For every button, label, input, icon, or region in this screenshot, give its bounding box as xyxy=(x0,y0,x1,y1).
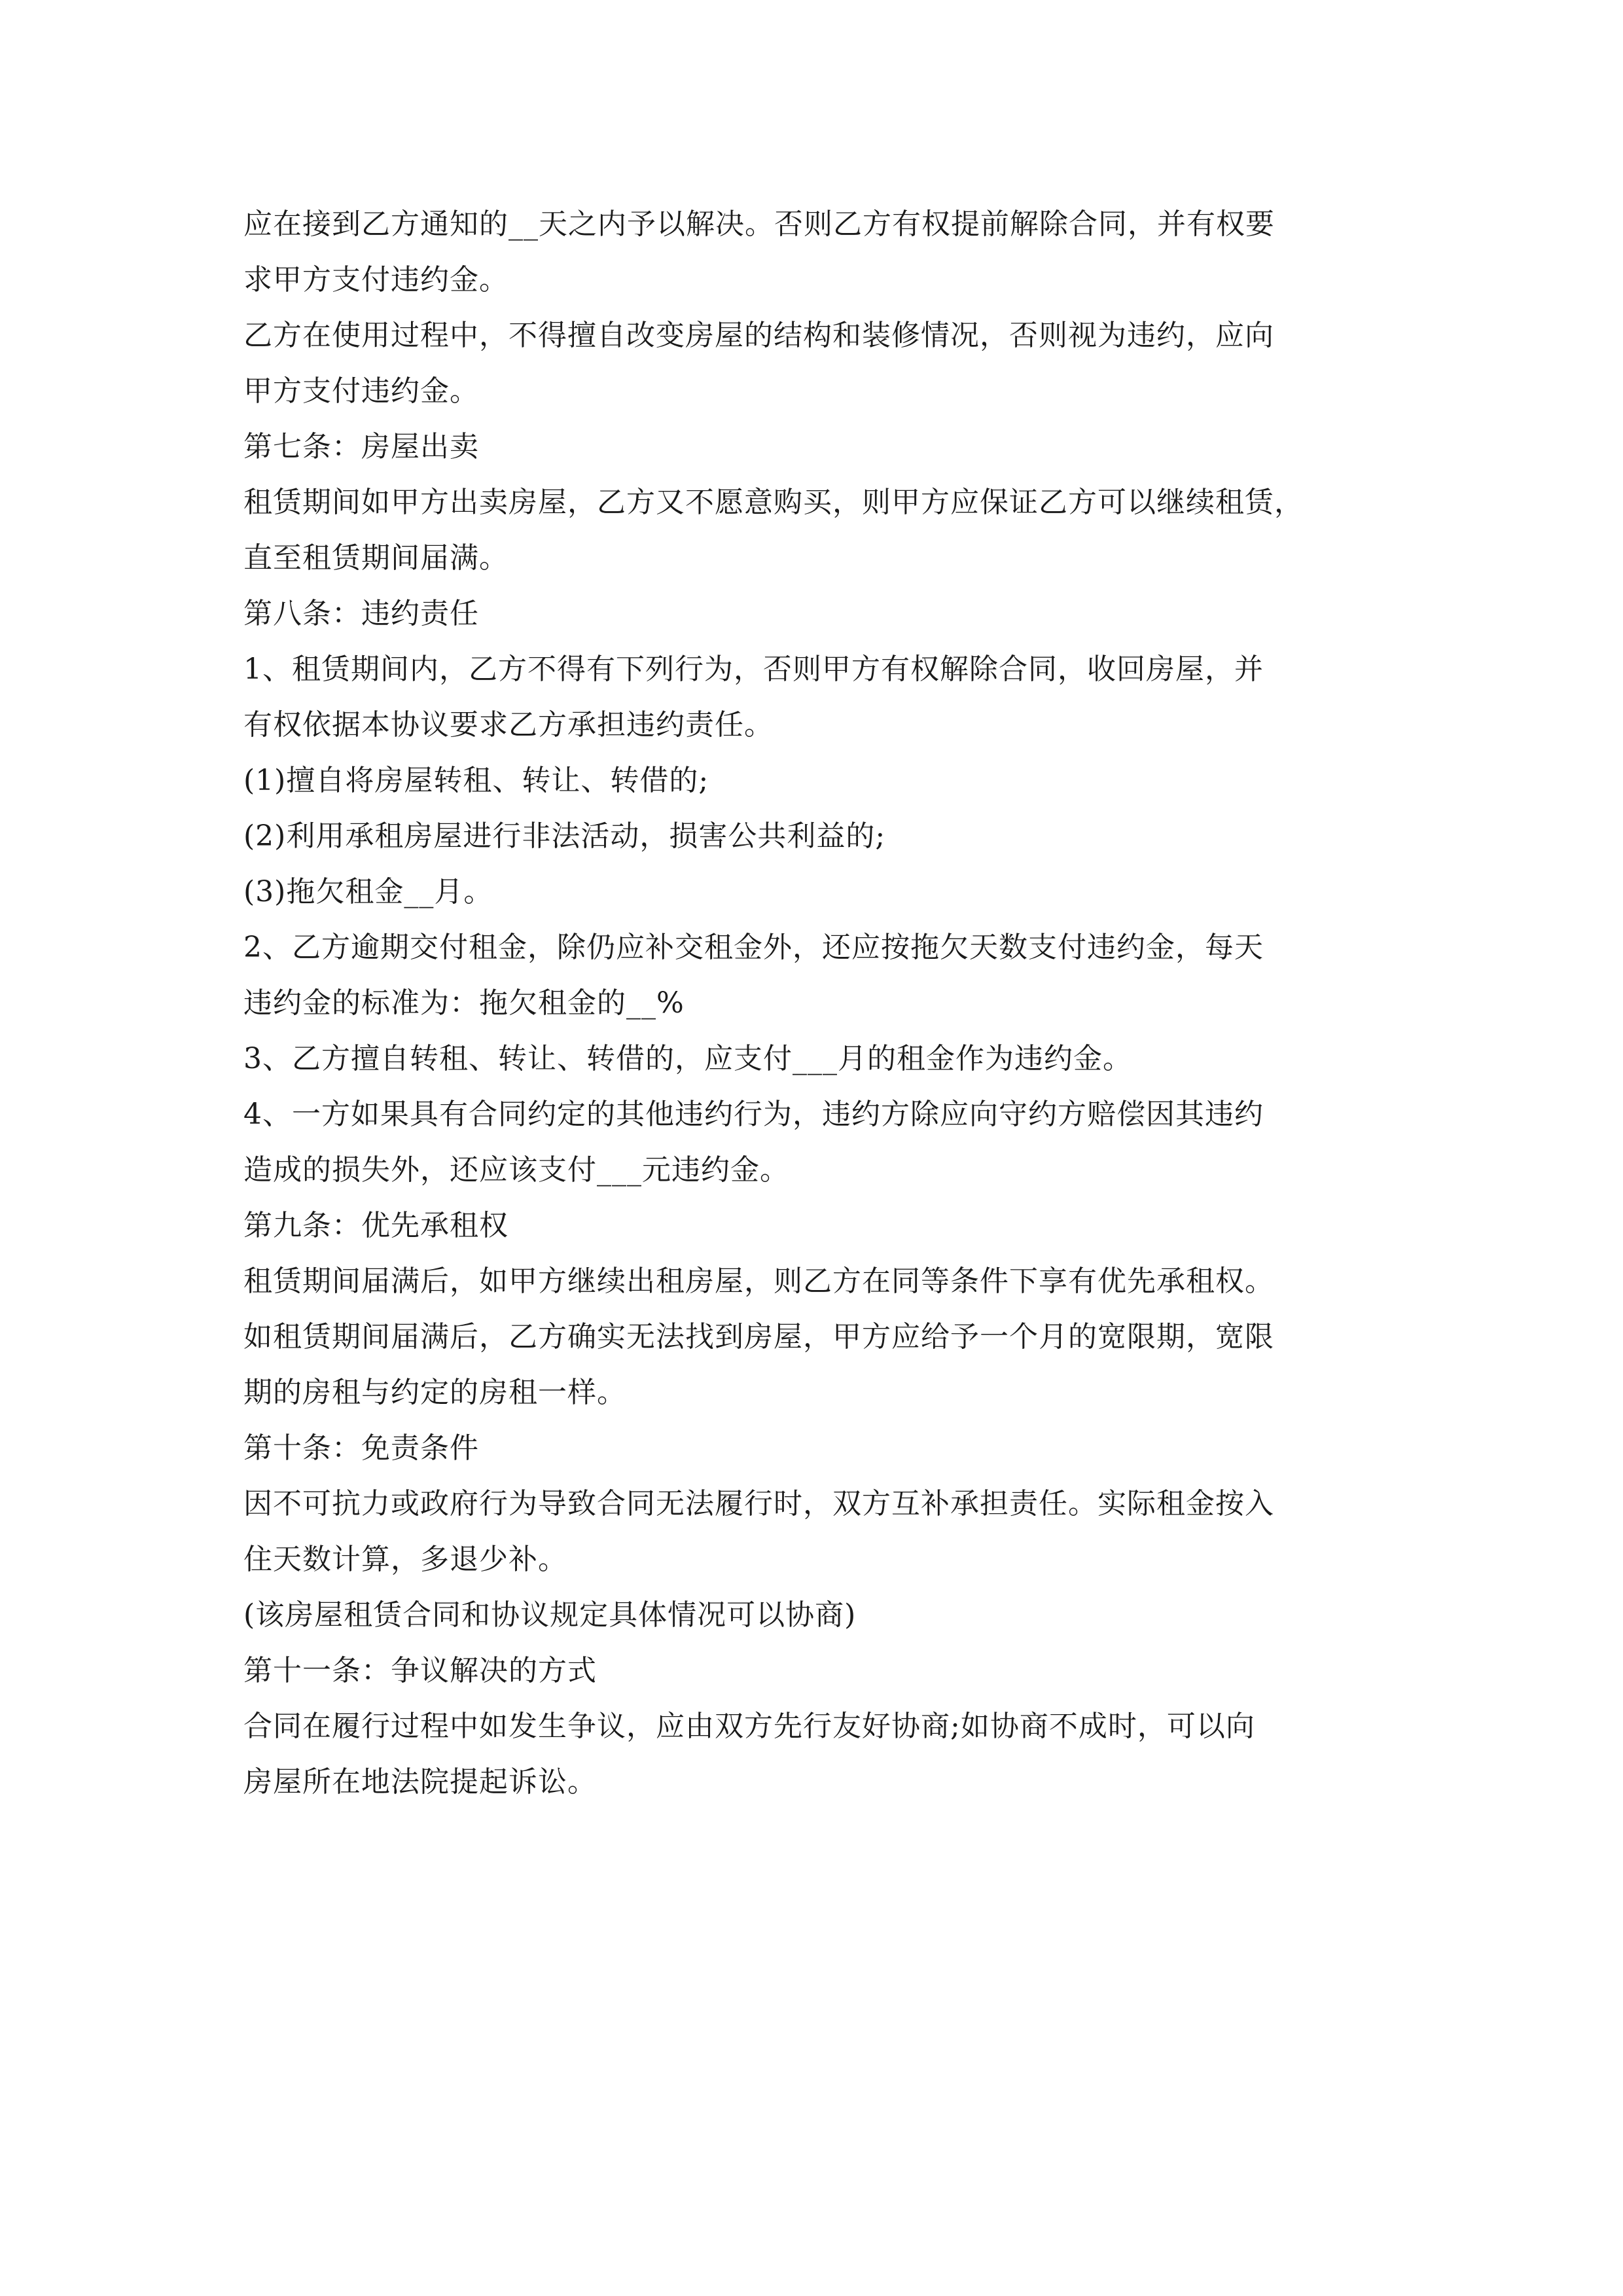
section-heading: 第十条：免责条件 xyxy=(243,1431,479,1465)
section-heading: 第十一条：争议解决的方式 xyxy=(243,1654,597,1687)
section-heading: 第八条：违约责任 xyxy=(243,597,479,630)
text-line: 租赁期间如甲方出卖房屋，乙方又不愿意购买，则甲方应保证乙方可以继续租赁， xyxy=(243,486,1304,519)
list-item: (1)擅自将房屋转租、转让、转借的; xyxy=(243,764,709,797)
text-line: 因不可抗力或政府行为导致合同无法履行时，双方互补承担责任。实际租金按入 xyxy=(243,1487,1274,1520)
text-line: 合同在履行过程中如发生争议，应由双方先行友好协商;如协商不成时，可以向 xyxy=(243,1710,1255,1743)
section-heading: 第七条：房屋出卖 xyxy=(243,430,479,463)
text-line: 期的房租与约定的房租一样。 xyxy=(243,1376,626,1409)
list-item: (3)拖欠租金__月。 xyxy=(243,875,493,908)
text-line: 住天数计算，多退少补。 xyxy=(243,1543,567,1576)
text-line: 甲方支付违约金。 xyxy=(243,374,479,408)
text-line: 乙方在使用过程中，不得擅自改变房屋的结构和装修情况，否则视为违约，应向 xyxy=(243,319,1274,352)
text-line: 违约金的标准为：拖欠租金的__% xyxy=(243,986,685,1020)
text-line: 求甲方支付违约金。 xyxy=(243,263,508,296)
text-line: 1、租赁期间内，乙方不得有下列行为，否则甲方有权解除合同，收回房屋，并 xyxy=(243,653,1264,686)
document-body xyxy=(243,196,1395,1810)
section-heading: 第九条：优先承租权 xyxy=(243,1209,508,1242)
text-line: 直至租赁期间届满。 xyxy=(243,541,508,575)
text-line: 如租赁期间届满后，乙方确实无法找到房屋，甲方应给予一个月的宽限期，宽限 xyxy=(243,1320,1274,1354)
text-line: 2、乙方逾期交付租金，除仍应补交租金外，还应按拖欠天数支付违约金，每天 xyxy=(243,931,1264,964)
list-item: (2)利用承租房屋进行非法活动，损害公共利益的; xyxy=(243,819,886,853)
text-line: 应在接到乙方通知的__天之内予以解决。否则乙方有权提前解除合同，并有权要 xyxy=(243,207,1275,241)
text-line: 造成的损失外，还应该支付___元违约金。 xyxy=(243,1153,789,1187)
text-line: 房屋所在地法院提起诉讼。 xyxy=(243,1765,597,1799)
text-line: 3、乙方擅自转租、转让、转借的，应支付___月的租金作为违约金。 xyxy=(243,1042,1132,1075)
note-line: (该房屋租赁合同和协议规定具体情况可以协商) xyxy=(243,1598,857,1632)
text-line: 4、一方如果具有合同约定的其他违约行为，违约方除应向守约方赔偿因其违约 xyxy=(243,1098,1264,1131)
text-line: 有权依据本协议要求乙方承担违约责任。 xyxy=(243,708,774,742)
text-line: 租赁期间届满后，如甲方继续出租房屋，则乙方在同等条件下享有优先承租权。 xyxy=(243,1265,1274,1298)
